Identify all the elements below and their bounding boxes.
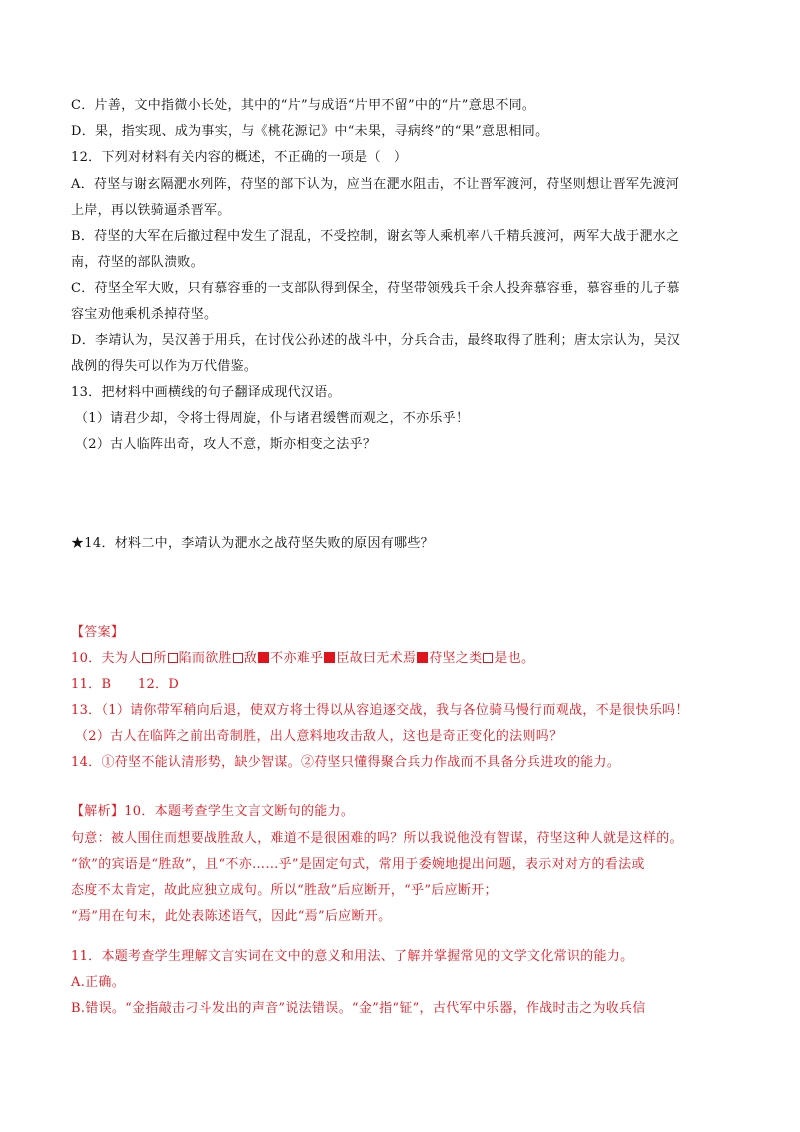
analysis-line-3: 态度不太肯定，故此应独立成句。所以“胜敌”后应断开，“乎”后应断开； bbox=[71, 883, 498, 898]
analysis-q10-intro: 10．本题考查学生文言文断句的能力。 bbox=[124, 804, 355, 819]
q12-option-a-line2: 上岸，再以铁骑逼杀晋军。 bbox=[71, 203, 231, 218]
analysis-line-5: 11．本题考查学生理解文言实词在文中的意义和用法、了解并掌握常见的文学文化常识的能力。 bbox=[71, 949, 634, 964]
q11-option-c: C．片善，文中指微小长处，其中的“片”与成语“片甲不留”中的“片”意思不同。 bbox=[71, 98, 536, 113]
q14-stem: ★14．材料二中，李靖认为淝水之战苻坚失败的原因有哪些？ bbox=[71, 536, 434, 551]
q11-option-d: D．果，指实现、成为事实，与《桃花源记》中“未果，寻病终”的“果”意思相同。 bbox=[71, 124, 549, 139]
answer-11-12: 11．B 12．D bbox=[71, 677, 180, 692]
answer-13-2: （2）古人在临阵之前出奇制胜，出人意料地攻击敌人，这也是奇正变化的法则吗？ bbox=[75, 729, 563, 744]
q12-option-b-line1: B．苻坚的大军在后撤过程中发生了混乱，不受控制，谢玄等人乘机率八千精兵渡河，两军大战于淝水之 bbox=[71, 229, 680, 244]
q12-option-a-line1: A．苻坚与谢玄隔淝水列阵，苻坚的部下认为，应当在淝水阻击，不让晋军渡河，苻坚则想让晋军先渡河 bbox=[71, 177, 680, 192]
q12-stem: 12．下列对材料有关内容的概述，不正确的一项是（ ） bbox=[71, 150, 408, 165]
filled-square-mark bbox=[417, 652, 428, 663]
answer-10-part3: 陷而欲胜 bbox=[178, 651, 232, 666]
q12-option-d-line1: D．李靖认为，吴汉善于用兵，在讨伐公孙述的战斗中，分兵合击，最终取得了胜利；唐太宗认为，吴汉 bbox=[71, 333, 681, 348]
analysis-line-1: 句意：被人围住而想要战胜敌人，难道不是很困难的吗？所以我说他没有智谋，苻坚这种人就是这样的。 bbox=[71, 831, 683, 846]
answer-10-part6: 臣故曰无术焉 bbox=[336, 651, 417, 666]
box-mark bbox=[483, 653, 493, 663]
q13-item-2: （2）古人临阵出奇，攻人不意，斯亦相变之法乎？ bbox=[75, 437, 377, 452]
answer-10-part2: 所 bbox=[153, 651, 167, 666]
q13-stem: 13．把材料中画横线的句子翻译成现代汉语。 bbox=[71, 385, 341, 400]
analysis-line-4: “焉”用在句末，此处表陈述语气，因此“焉”后应断开。 bbox=[71, 909, 392, 924]
analysis-line-2: “欲”的宾语是“胜敌”，且“不亦……乎”是固定句式，常用于委婉地提出问题，表示对对方的看法或 bbox=[71, 857, 645, 872]
analysis-line-7: B.错误。“金指敲击刁斗发出的声音”说法错误。“金”指“钲”，古代军中乐器，作战时击之为收兵信 bbox=[71, 1001, 646, 1016]
analysis-line-6: A.正确。 bbox=[71, 975, 126, 990]
box-mark bbox=[168, 653, 178, 663]
filled-square-mark bbox=[258, 652, 269, 663]
box-mark bbox=[233, 653, 243, 663]
answer-10-part5: 不亦难乎 bbox=[270, 651, 324, 666]
box-mark bbox=[142, 653, 152, 663]
answer-10-part1: 10．夫为人 bbox=[71, 651, 142, 666]
q12-option-b-line2: 南，苻坚的部队溃败。 bbox=[71, 255, 205, 270]
q12-option-c-line2: 容宝劝他乘机杀掉苻坚。 bbox=[71, 307, 218, 322]
q12-option-d-line2: 战例的得失可以作为万代借鉴。 bbox=[71, 359, 258, 374]
filled-square-mark bbox=[324, 652, 335, 663]
analysis-header: 【解析】 bbox=[71, 804, 125, 819]
answer-10 bbox=[71, 650, 731, 668]
answer-13-1: 13．（1）请你带军稍向后退，使双方将士得以从容追逐交战，我与各位骑马慢行而观战，不是很快乐吗！ bbox=[71, 703, 689, 718]
q12-option-c-line1: C．苻坚全军大败，只有慕容垂的一支部队得到保全，苻坚带领残兵千余人投奔慕容垂，慕容垂的儿子慕 bbox=[71, 281, 680, 296]
answer-10-part7: 苻坚之类 bbox=[429, 651, 483, 666]
answer-10-part4: 敌 bbox=[243, 651, 258, 666]
answer-10-part8: 是也。 bbox=[494, 651, 535, 666]
answers-header: 【答案】 bbox=[71, 625, 125, 640]
answer-14: 14．①苻坚不能认清形势，缺少智谋。②苻坚只懂得聚合兵力作战而不具备分兵进攻的能力。 bbox=[71, 755, 621, 770]
q13-item-1: （1）请君少却，令将士得周旋，仆与诸君缓辔而观之，不亦乐乎！ bbox=[75, 411, 470, 426]
analysis-header-line bbox=[71, 803, 731, 821]
